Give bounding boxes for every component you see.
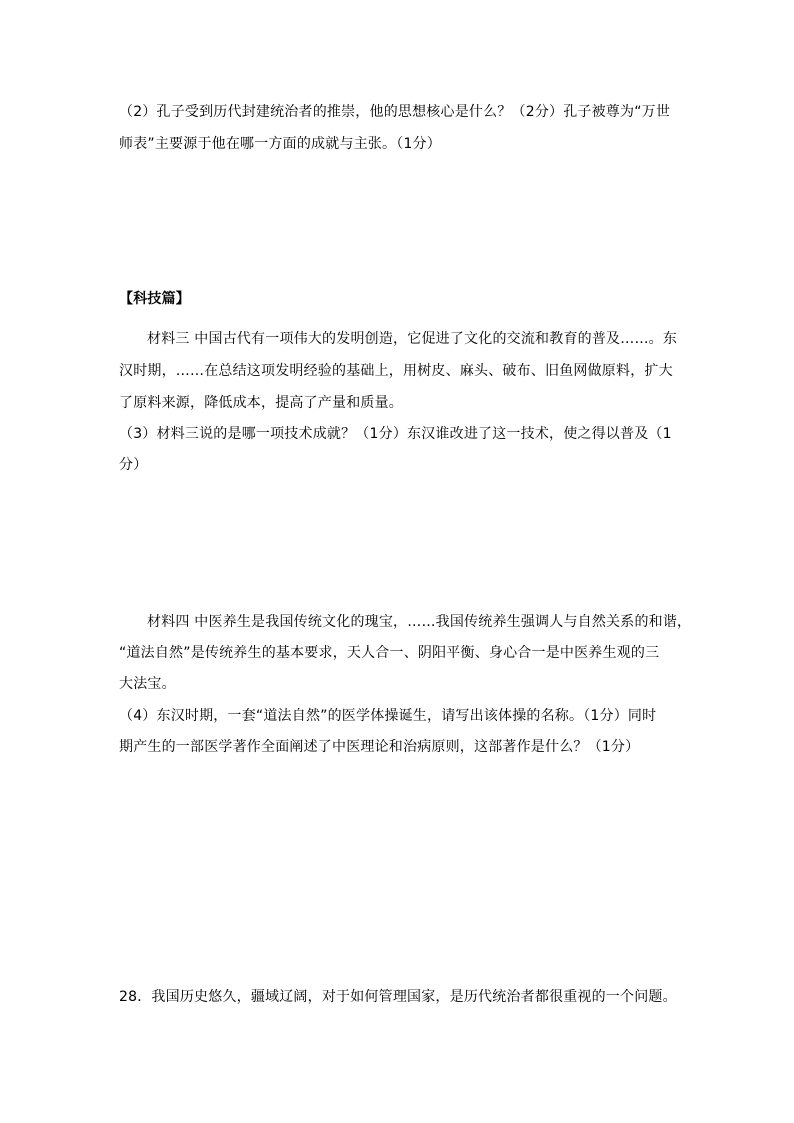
material-3-line-1: 材料三 中国古代有一项伟大的发明创造，它促进了文化的交流和教育的普及……。东 [147,331,678,347]
material-4-line-2: “道法自然”是传统养生的基本要求，天人合一、阴阳平衡、身心合一是中医养生观的三 [119,645,660,661]
question-28-line-1: 28．我国历史悠久，疆域辽阔，对于如何管理国家，是历代统治者都很重视的一个问题。 [119,989,677,1005]
question-2-line-1: （2）孔子受到历代封建统治者的推崇，他的思想核心是什么？（2分）孔子被尊为“万世 [119,104,671,120]
question-3-line-1: （3）材料三说的是哪一项技术成就？（1分）东汉谁改进了这一技术，使之得以普及（1 [119,426,672,442]
question-2-line-2: 师表”主要源于他在哪一方面的成就与主张。（1分） [119,136,441,152]
question-4-line-1: （4）东汉时期，一套“道法自然”的医学体操诞生，请写出该体操的名称。（1分）同时 [119,708,657,724]
question-4-line-2: 期产生的一部医学著作全面阐述了中医理论和治病原则，这部著作是什么？（1分） [119,739,640,755]
material-3-line-2: 汉时期，……在总结这项发明经验的基础上，用树皮、麻头、破布、旧鱼网做原料，扩大 [119,363,673,379]
material-4-line-1: 材料四 中医养生是我国传统文化的瑰宝，……我国传统养生强调人与自然关系的和谐， [147,614,692,630]
question-3-line-2: 分） [119,457,148,473]
section-heading-science: 【科技篇】 [119,291,190,307]
material-3-line-3: 了原料来源，降低成本，提高了产量和质量。 [119,395,403,411]
material-4-line-3: 大法宝。 [119,676,176,692]
